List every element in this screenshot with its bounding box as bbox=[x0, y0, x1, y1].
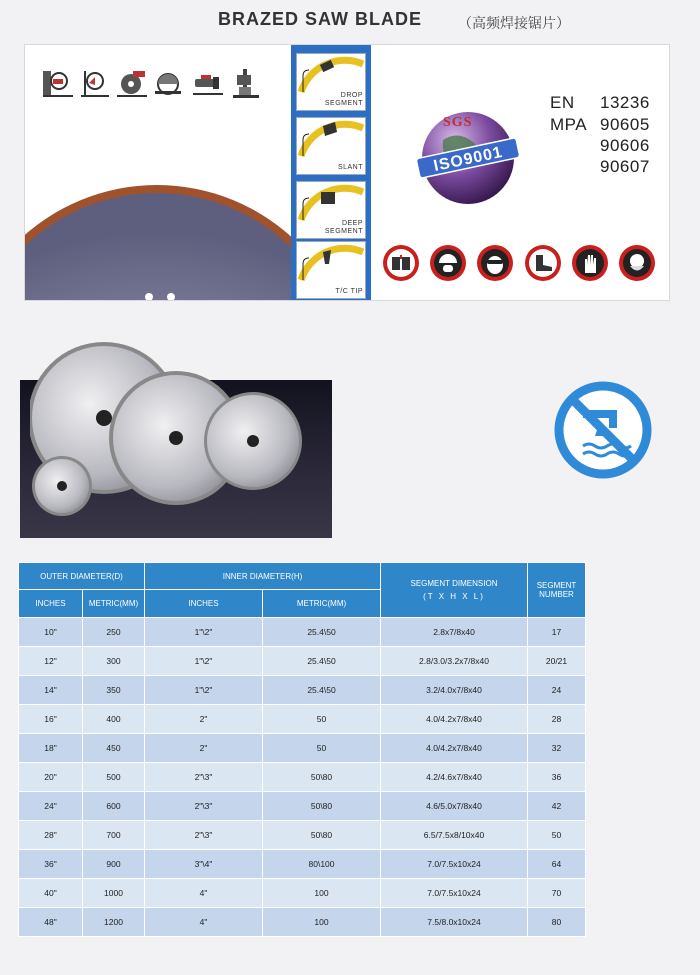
table-row bbox=[19, 763, 586, 792]
outer-inches-cell: 36" bbox=[19, 850, 83, 879]
table-row bbox=[19, 850, 586, 879]
inner-metric-cell: 50\80 bbox=[263, 821, 381, 850]
segment-number-cell: 36 bbox=[528, 763, 586, 792]
inner-inches-cell: 2"\3" bbox=[145, 792, 263, 821]
specification-table bbox=[18, 562, 586, 937]
inner-inches-cell: 2" bbox=[145, 734, 263, 763]
inner-inches-cell: 2"\3" bbox=[145, 763, 263, 792]
inner-metric-cell: 100 bbox=[263, 879, 381, 908]
segment-type-deep bbox=[296, 181, 366, 239]
inner-inches-cell: 4" bbox=[145, 879, 263, 908]
segment-type-tc-tip bbox=[296, 241, 366, 299]
segment-types-column bbox=[291, 45, 371, 300]
outer-inches-cell: 12" bbox=[19, 647, 83, 676]
outer-metric-cell: 900 bbox=[83, 850, 145, 879]
outer-inches-cell: 14" bbox=[19, 676, 83, 705]
blade-small bbox=[204, 392, 302, 490]
page-title-chinese: （高频焊接锯片） bbox=[458, 15, 570, 31]
inner-metric-cell: 25.4\50 bbox=[263, 618, 381, 647]
segment-dimension-cell: 4.0/4.2x7/8x40 bbox=[381, 705, 528, 734]
header-inner-diameter: INNER DIAMETER(H) bbox=[145, 563, 381, 590]
segment-label: T/C TIP bbox=[335, 288, 363, 295]
segment-number-cell: 17 bbox=[528, 618, 586, 647]
table-row bbox=[19, 792, 586, 821]
header-inner-metric: METRIC(MM) bbox=[263, 590, 381, 618]
segment-dimension-cell: 7.0/7.5x10x24 bbox=[381, 850, 528, 879]
outer-metric-cell: 350 bbox=[83, 676, 145, 705]
segment-label: DROP SEGMENT bbox=[324, 92, 363, 107]
inner-metric-cell: 25.4\50 bbox=[263, 647, 381, 676]
outer-metric-cell: 700 bbox=[83, 821, 145, 850]
mpa-label: MPA bbox=[550, 115, 588, 134]
segment-type-drop bbox=[296, 53, 366, 111]
outer-metric-cell: 250 bbox=[83, 618, 145, 647]
segment-number-cell: 24 bbox=[528, 676, 586, 705]
segment-dimension-cell: 4.6/5.0x7/8x40 bbox=[381, 792, 528, 821]
header-inner-inches: INCHES bbox=[145, 590, 263, 618]
read-manual-icon bbox=[383, 245, 419, 281]
core-drill-icon bbox=[229, 67, 263, 99]
angle-grinder-icon bbox=[191, 67, 225, 99]
en-label: EN bbox=[550, 93, 575, 112]
segment-number-cell: 70 bbox=[528, 879, 586, 908]
wear-helmet-icon bbox=[430, 245, 466, 281]
table-saw-icon bbox=[151, 67, 185, 99]
segment-number-cell: 42 bbox=[528, 792, 586, 821]
saw-blade-illustration bbox=[25, 185, 293, 300]
inner-inches-cell: 2"\3" bbox=[145, 821, 263, 850]
svg-text:ISO9001: ISO9001 bbox=[432, 143, 505, 176]
segment-label: SLANT bbox=[337, 164, 363, 171]
inner-metric-cell: 50 bbox=[263, 705, 381, 734]
outer-metric-cell: 500 bbox=[83, 763, 145, 792]
segment-label: DEEP SEGMENT bbox=[324, 220, 363, 235]
inner-inches-cell: 1"\2" bbox=[145, 618, 263, 647]
outer-inches-cell: 28" bbox=[19, 821, 83, 850]
outer-inches-cell: 20" bbox=[19, 763, 83, 792]
outer-inches-cell: 24" bbox=[19, 792, 83, 821]
segment-number-cell: 20/21 bbox=[528, 647, 586, 676]
floor-saw-icon bbox=[79, 67, 113, 99]
segment-number-cell: 50 bbox=[528, 821, 586, 850]
en-standard-value: 13236 bbox=[600, 93, 650, 112]
table-row bbox=[19, 821, 586, 850]
table-row bbox=[19, 647, 586, 676]
outer-metric-cell: 1200 bbox=[83, 908, 145, 937]
table-row bbox=[19, 618, 586, 647]
segment-number-cell: 80 bbox=[528, 908, 586, 937]
table-row bbox=[19, 908, 586, 937]
inner-metric-cell: 50 bbox=[263, 734, 381, 763]
segment-number-cell: 28 bbox=[528, 705, 586, 734]
table-row bbox=[19, 676, 586, 705]
outer-inches-cell: 10" bbox=[19, 618, 83, 647]
product-info-panel bbox=[24, 44, 670, 301]
segment-dimension-cell: 7.0/7.5x10x24 bbox=[381, 879, 528, 908]
segment-dimension-cell: 3.2/4.0x7/8x40 bbox=[381, 676, 528, 705]
mpa-value: 90606 bbox=[600, 136, 650, 155]
wear-boots-icon bbox=[525, 245, 561, 281]
outer-metric-cell: 300 bbox=[83, 647, 145, 676]
inner-metric-cell: 50\80 bbox=[263, 763, 381, 792]
table-row bbox=[19, 734, 586, 763]
inner-inches-cell: 2" bbox=[145, 705, 263, 734]
outer-metric-cell: 600 bbox=[83, 792, 145, 821]
segment-type-slant bbox=[296, 117, 366, 175]
segment-dimension-cell: 2.8x7/8x40 bbox=[381, 618, 528, 647]
outer-inches-cell: 18" bbox=[19, 734, 83, 763]
segment-dimension-cell: 4.0/4.2x7/8x40 bbox=[381, 734, 528, 763]
outer-inches-cell: 16" bbox=[19, 705, 83, 734]
blade-mini bbox=[32, 456, 92, 516]
cutoff-saw-icon bbox=[115, 67, 149, 99]
header-segment-dimension: SEGMENT DIMENSION (T X H X L) bbox=[381, 563, 528, 618]
inner-inches-cell: 1"\2" bbox=[145, 647, 263, 676]
inner-metric-cell: 50\80 bbox=[263, 792, 381, 821]
inner-inches-cell: 4" bbox=[145, 908, 263, 937]
wear-mask-icon bbox=[619, 245, 655, 281]
header-outer-inches: INCHES bbox=[19, 590, 83, 618]
segment-number-cell: 32 bbox=[528, 734, 586, 763]
inner-metric-cell: 80\100 bbox=[263, 850, 381, 879]
outer-metric-cell: 400 bbox=[83, 705, 145, 734]
segment-dimension-cell: 2.8/3.0/3.2x7/8x40 bbox=[381, 647, 528, 676]
segment-dimension-cell: 6.5/7.5x8/10x40 bbox=[381, 821, 528, 850]
outer-inches-cell: 48" bbox=[19, 908, 83, 937]
page-title: BRAZED SAW BLADE bbox=[218, 9, 422, 29]
outer-metric-cell: 1000 bbox=[83, 879, 145, 908]
mpa-value: 90605 bbox=[600, 115, 650, 134]
mpa-value: 90607 bbox=[600, 157, 650, 176]
segment-number-cell: 64 bbox=[528, 850, 586, 879]
header-segment-number: SEGMENT NUMBER bbox=[528, 563, 586, 618]
wear-gloves-icon bbox=[572, 245, 608, 281]
segment-dimension-cell: 4.2/4.6x7/8x40 bbox=[381, 763, 528, 792]
no-water-icon bbox=[553, 380, 653, 480]
wear-goggles-icon bbox=[477, 245, 513, 281]
outer-inches-cell: 40" bbox=[19, 879, 83, 908]
inner-inches-cell: 3"\4" bbox=[145, 850, 263, 879]
table-row bbox=[19, 879, 586, 908]
table-row bbox=[19, 705, 586, 734]
segment-dimension-cell: 7.5/8.0x10x24 bbox=[381, 908, 528, 937]
inner-metric-cell: 100 bbox=[263, 908, 381, 937]
inner-metric-cell: 25.4\50 bbox=[263, 676, 381, 705]
header-outer-diameter: OUTER DIAMETER(D) bbox=[19, 563, 145, 590]
svg-text:SGS: SGS bbox=[443, 115, 473, 130]
inner-inches-cell: 1"\2" bbox=[145, 676, 263, 705]
iso9001-globe-logo bbox=[413, 100, 523, 210]
outer-metric-cell: 450 bbox=[83, 734, 145, 763]
wall-saw-icon bbox=[41, 67, 75, 99]
header-outer-metric: METRIC(MM) bbox=[83, 590, 145, 618]
blades-product-photo bbox=[30, 326, 330, 540]
